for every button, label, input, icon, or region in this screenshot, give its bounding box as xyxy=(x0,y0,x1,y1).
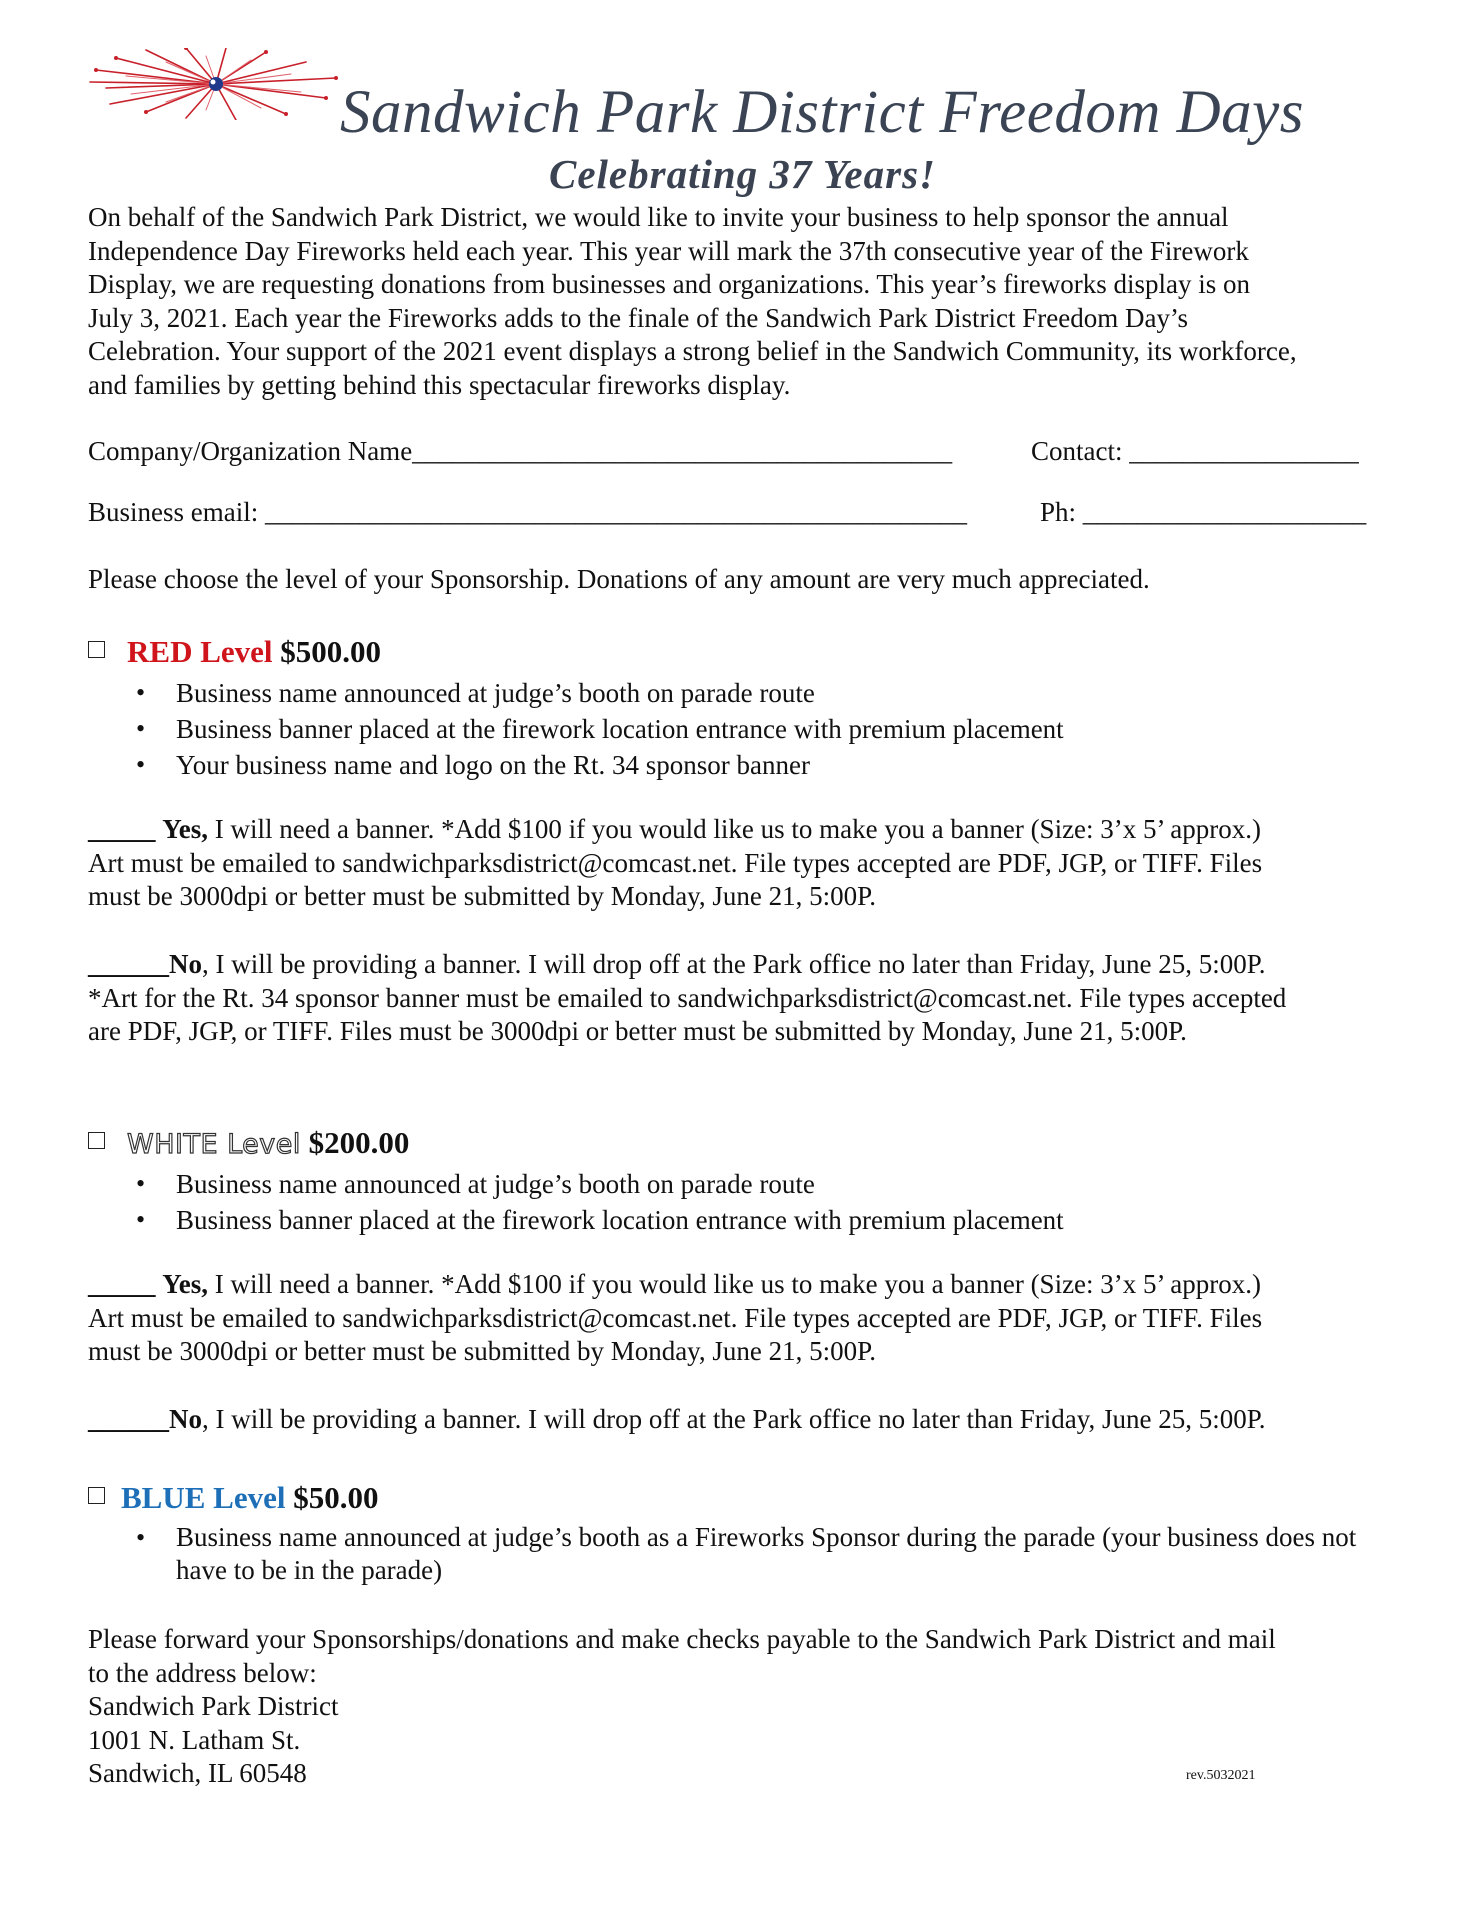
red-no-option xyxy=(88,948,1286,1049)
address-line: Sandwich Park District xyxy=(88,1691,339,1721)
phone-field-row xyxy=(1040,496,1366,530)
red-no-word: No xyxy=(169,949,202,979)
blue-level-heading xyxy=(88,1480,378,1516)
intro-line: and families by getting behind this spectacular fireworks display. xyxy=(88,369,791,400)
white-level-name: WHITE Level xyxy=(127,1129,301,1160)
choose-level-text: Please choose the level of your Sponsorship. Donations of any amount are very much appreciated. xyxy=(88,564,1150,594)
red-yes-line: must be 3000dpi or better must be submitted by Monday, June 21, 5:00P. xyxy=(88,881,876,911)
list-item: • Business name announced at judge’s booth on parade route xyxy=(130,675,1064,711)
intro-paragraph xyxy=(88,201,1297,403)
email-input-line[interactable]: ____________________________________________________ xyxy=(265,497,967,527)
intro-line: July 3, 2021. Each year the Fireworks adds to the finale of the Sandwich Park District Freedom Day’s xyxy=(88,302,1188,333)
blue-benefits-list xyxy=(130,1521,1410,1587)
email-field-row xyxy=(88,496,967,530)
red-level-heading xyxy=(88,634,381,670)
white-no-blank[interactable]: ______ xyxy=(88,1404,169,1434)
white-yes-line: I will need a banner. *Add $100 if you would like us to make you a banner (Size: 3’x 5’ approx.) xyxy=(208,1269,1261,1299)
white-no-option xyxy=(88,1403,1266,1437)
white-no-word: No xyxy=(169,1404,202,1434)
red-no-line: *Art for the Rt. 34 sponsor banner must be emailed to sandwichparksdistrict@comcast.net. File types accepted xyxy=(88,982,1287,1013)
white-no-line: , I will be providing a banner. I will drop off at the Park office no later than Friday, June 25, 5:00P. xyxy=(202,1404,1266,1434)
red-yes-line: Art must be emailed to sandwichparksdistrict@comcast.net. File types accepted are PDF, JGP, or TIFF. Files xyxy=(88,847,1263,878)
contact-input-line[interactable]: _________________ xyxy=(1129,436,1359,466)
list-item: • Business name announced at judge’s booth as a Fireworks Sponsor during the parade (your business does not have to be in the parade) xyxy=(130,1521,1410,1587)
address-line: Sandwich, IL 60548 xyxy=(88,1758,307,1788)
phone-label: Ph: xyxy=(1040,497,1077,527)
page-title: Sandwich Park District Freedom Days xyxy=(340,79,1304,146)
red-no-blank[interactable]: ______ xyxy=(88,949,169,979)
blue-level-price: $50.00 xyxy=(293,1480,379,1515)
company-input-line[interactable]: ________________________________________ xyxy=(412,436,953,466)
red-benefits-list xyxy=(130,675,1064,783)
intro-line: On behalf of the Sandwich Park District, we would like to invite your business to help sponsor the annual xyxy=(88,202,1229,232)
red-level-price: $500.00 xyxy=(280,634,382,669)
white-level-price: $200.00 xyxy=(308,1125,410,1160)
white-yes-line: Art must be emailed to sandwichparksdistrict@comcast.net. File types accepted are PDF, JGP, or TIFF. Files xyxy=(88,1302,1263,1333)
white-level-checkbox[interactable] xyxy=(88,1132,105,1149)
fireworks-burst-icon xyxy=(86,48,346,120)
white-yes-option xyxy=(88,1268,1262,1369)
red-yes-word: Yes, xyxy=(162,814,208,844)
blue-level-name: BLUE Level xyxy=(121,1480,286,1515)
red-no-line: are PDF, JGP, or TIFF. Files must be 3000dpi or better must be submitted by Monday, June 21, 5:00P. xyxy=(88,1016,1187,1046)
red-yes-line: I will need a banner. *Add $100 if you would like us to make you a banner (Size: 3’x 5’ approx.) xyxy=(208,814,1261,844)
company-field-row xyxy=(88,435,952,469)
red-level-name: RED Level xyxy=(127,634,273,669)
address-line: 1001 N. Latham St. xyxy=(88,1724,301,1755)
intro-line: Independence Day Fireworks held each year. This year will mark the 37th consecutive year of the Firework xyxy=(88,235,1249,266)
white-benefits-list xyxy=(130,1166,1064,1238)
white-yes-word: Yes, xyxy=(162,1269,208,1299)
red-yes-option xyxy=(88,813,1262,914)
closing-paragraph xyxy=(88,1623,1276,1791)
white-yes-blank[interactable]: _____ xyxy=(88,1269,156,1299)
white-level-heading xyxy=(88,1125,409,1161)
red-level-checkbox[interactable] xyxy=(88,641,105,658)
closing-line: Please forward your Sponsorships/donations and make checks payable to the Sandwich Park District and mail xyxy=(88,1624,1276,1654)
closing-line: to the address below: xyxy=(88,1657,317,1688)
intro-line: Display, we are requesting donations from businesses and organizations. This year’s fireworks display is on xyxy=(88,269,1251,300)
company-label: Company/Organization Name xyxy=(88,436,413,466)
revision-number: rev.5032021 xyxy=(1186,1768,1256,1783)
phone-input-line[interactable]: _____________________ xyxy=(1082,497,1367,527)
list-item: • Business name announced at judge’s booth on parade route xyxy=(130,1166,1064,1202)
list-item: • Business banner placed at the firework location entrance with premium placement xyxy=(130,1202,1064,1238)
intro-line: Celebration. Your support of the 2021 event displays a strong belief in the Sandwich Community, its workforce, xyxy=(88,336,1297,367)
email-label: Business email: xyxy=(88,497,259,527)
white-yes-line: must be 3000dpi or better must be submitted by Monday, June 21, 5:00P. xyxy=(88,1336,876,1366)
red-yes-blank[interactable]: _____ xyxy=(88,814,156,844)
contact-label: Contact: xyxy=(1031,436,1123,466)
list-item: • Your business name and logo on the Rt. 34 sponsor banner xyxy=(130,747,1064,783)
blue-level-checkbox[interactable] xyxy=(88,1487,105,1504)
list-item: • Business banner placed at the firework location entrance with premium placement xyxy=(130,711,1064,747)
red-no-line: , I will be providing a banner. I will drop off at the Park office no later than Friday, June 25, 5:00P. xyxy=(202,949,1266,979)
contact-field-row xyxy=(1031,435,1359,469)
page-subtitle: Celebrating 37 Years! xyxy=(549,151,936,197)
